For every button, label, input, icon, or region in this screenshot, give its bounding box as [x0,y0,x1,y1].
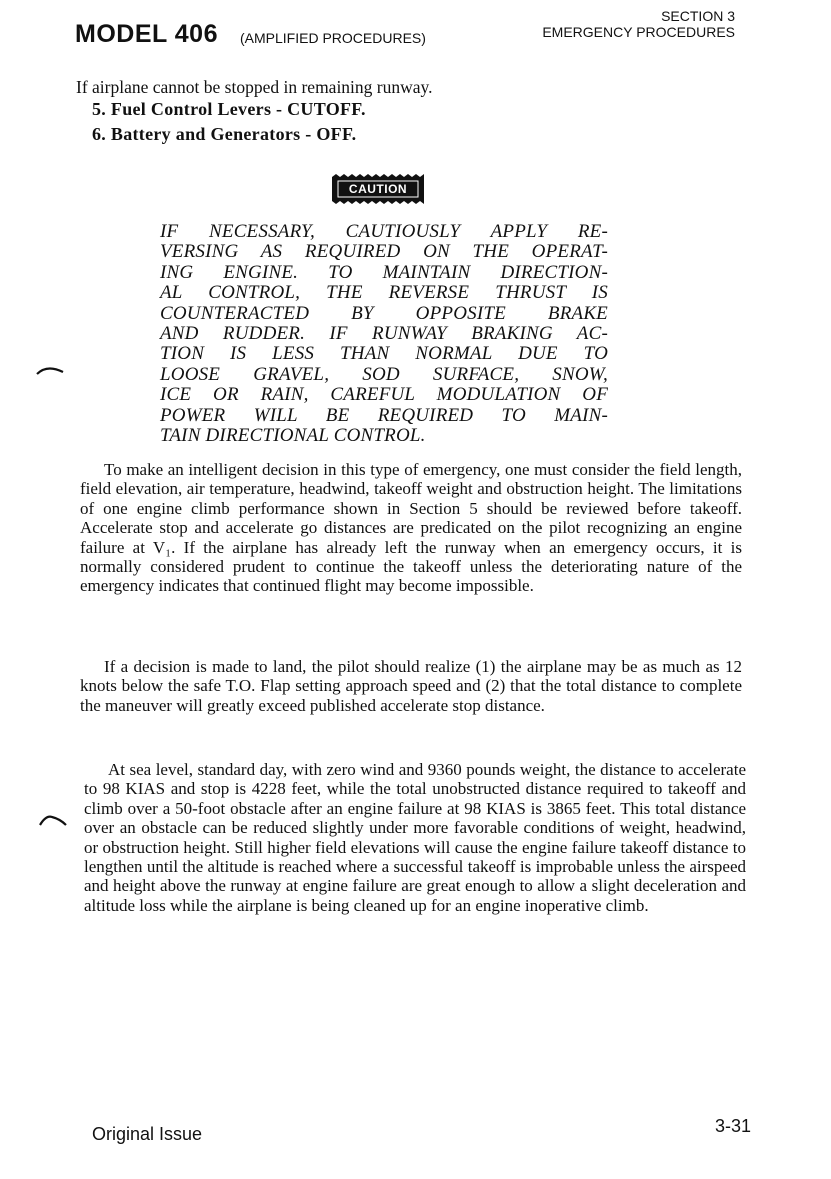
caution-line: ING ENGINE. TO MAINTAIN DIRECTION- [160,261,608,283]
caution-line: AND RUDDER. IF RUNWAY BRAKING AC- [160,323,608,345]
caution-line: COUNTERACTED BY OPPOSITE BRAKE [160,302,608,324]
caution-line: POWER WILL BE REQUIRED TO MAIN- [160,404,608,426]
caution-line: IF NECESSARY, CAUTIOUSLY APPLY RE- [160,221,608,242]
page-number: 3-31 [714,1116,751,1136]
section-heading [542,8,735,40]
caution-line: TION IS LESS THAN NORMAL DUE TO [160,343,608,365]
intro-text: If airplane cannot be stopped in remaining runway. [76,77,433,97]
change-bar-icon [38,813,68,827]
change-bar-icon [35,362,65,376]
paragraph-text: If a decision is made to land, the pilot should realize (1) the airplane may be as much as 12 knots below the safe T.O. Flap setting approach speed and (2) that the total distance to complete the maneuver will greatly exceed published accelerate stop distance. [80,657,742,715]
header-subtitle: (AMPLIFIED PROCEDURES) [240,30,426,46]
caution-line: ICE OR RAIN, CAREFUL MODULATION OF [160,384,608,406]
paragraph-sea-level [84,760,746,915]
footer-issue: Original Issue [92,1124,203,1144]
paragraph-decision [80,460,742,596]
paragraph-text: At sea level, standard day, with zero wind and 9360 pounds weight, the distance to accelerate to 98 KIAS and stop is 4228 feet, while the total unobstructed distance required to takeoff and climb over a 50-foot obstacle after an engine failure at 98 KIAS is 3865 feet. This total distance over an obstacle can be reduced slightly under more favorable conditions of weight, headwind, or obstruction height. Still higher field elevations will cause the engine failure takeoff distance to lengthen until the altitude is reached where a successful takeoff is improbable unless the airspeed and height above the runway at engine failure are great enough to allow a slight deceleration and altitude loss while the airplane is being cleaned up for an engine inoperative climb. [84,760,746,915]
caution-banner [328,174,428,204]
caution-line: LOOSE GRAVEL, SOD SURFACE, SNOW, [160,363,608,385]
procedure-step-5: 5. Fuel Control Levers - CUTOFF. [92,99,366,119]
model-title: MODEL 406 [75,20,218,48]
caution-label: CAUTION [348,182,408,196]
caution-line: TAIN DIRECTIONAL CONTROL. [160,425,426,447]
paragraph-text: To make an intelligent decision in this type of emergency, one must consider the field length, field elevation, air temperature, headwind, takeoff weight and obstruction height. The limitations of one engine climb performance shown in Section 5 should be reviewed before takeoff. Accelerate stop and accelerate go distances are predicated on the pilot recognizing an engine failure at V₁. If the airplane has already left the runway when an emergency occurs, it is normally considered prudent to continue the takeoff unless the deteriorating nature of the emergency indicates that continued flight may become impossible. [80,460,742,596]
section-title: EMERGENCY PROCEDURES [542,24,735,40]
procedure-step-6: 6. Battery and Generators - OFF. [92,124,357,144]
caution-text [160,222,608,446]
caution-line: VERSING AS REQUIRED ON THE OPERAT- [160,241,608,263]
paragraph-landing [80,657,742,715]
caution-line: AL CONTROL, THE REVERSE THRUST IS [160,282,608,304]
section-number: SECTION 3 [661,8,735,24]
